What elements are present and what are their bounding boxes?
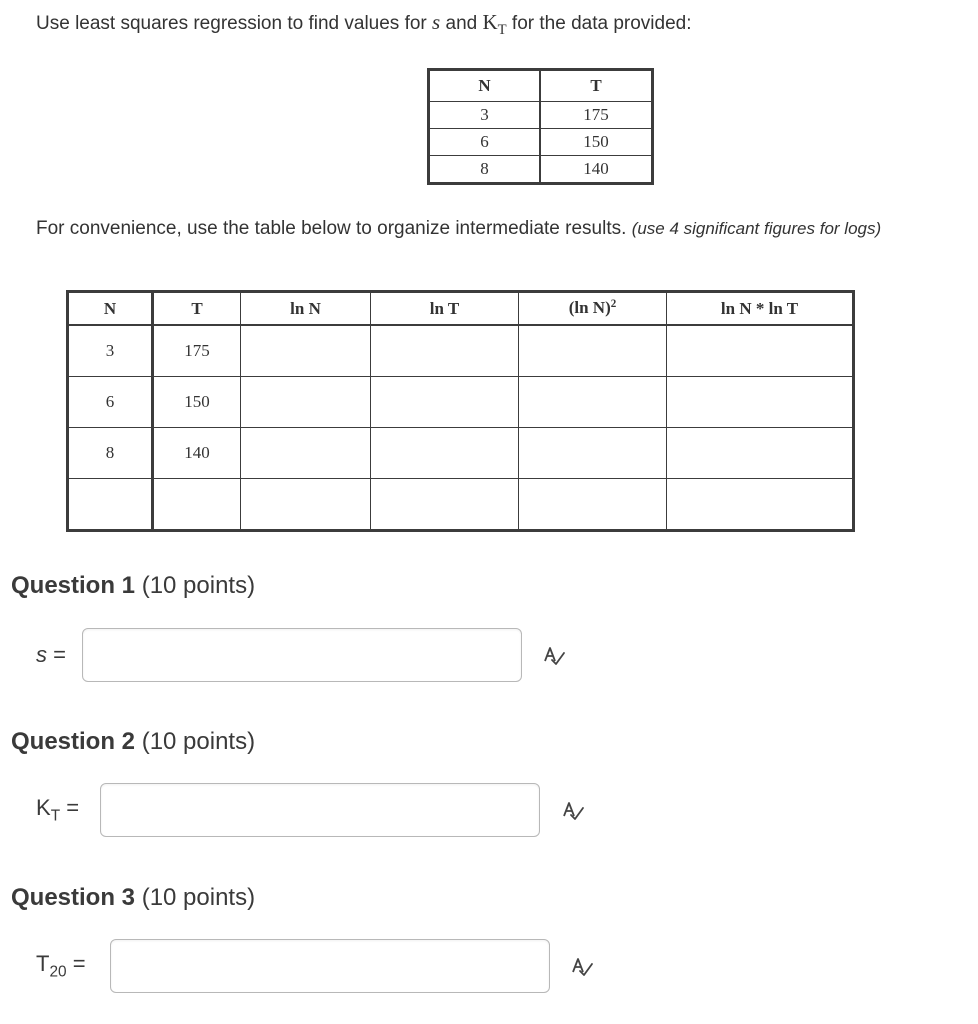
intro-kt bbox=[482, 10, 507, 39]
work-table bbox=[66, 290, 855, 532]
work-header-ln-n: ln N bbox=[241, 292, 371, 326]
table-cell bbox=[667, 479, 854, 531]
table-cell bbox=[519, 428, 667, 479]
question-1-label-eq: = bbox=[47, 642, 66, 667]
intro-kt-sub: T bbox=[497, 22, 507, 39]
table-cell: 6 bbox=[68, 377, 153, 428]
question-3-label bbox=[36, 951, 86, 981]
spell-check-icon-graphic bbox=[560, 798, 586, 824]
table-cell bbox=[667, 428, 854, 479]
spell-check-icon-graphic bbox=[541, 643, 567, 669]
intro-prefix: Use least squares regression to find values for bbox=[36, 13, 433, 34]
intro-kt-base: K bbox=[482, 10, 498, 34]
question-1-title bbox=[11, 572, 255, 600]
table-row bbox=[429, 102, 653, 129]
table-cell bbox=[371, 377, 519, 428]
intro-var-s: s bbox=[432, 10, 441, 34]
work-header-ln-n-squared bbox=[519, 292, 667, 326]
intro-text bbox=[36, 10, 691, 39]
work-header-ln-t: ln T bbox=[371, 292, 519, 326]
question-2-label-eq: = bbox=[60, 795, 80, 820]
table-cell: 8 bbox=[68, 428, 153, 479]
question-2-title bbox=[11, 728, 255, 756]
intro-and: and bbox=[440, 13, 483, 34]
answer-input-t20[interactable] bbox=[110, 939, 550, 993]
work-header-n: N bbox=[68, 292, 153, 326]
work-header-ln-n-ln-t: ln N * ln T bbox=[667, 292, 854, 326]
question-1-label-var: s bbox=[36, 642, 47, 667]
spell-check-icon[interactable] bbox=[569, 954, 595, 985]
data-table-header-t: T bbox=[540, 70, 653, 102]
table-cell: 150 bbox=[153, 377, 241, 428]
work-header-ln-n-squared-base: (ln N) bbox=[568, 298, 611, 318]
table-cell bbox=[519, 377, 667, 428]
question-2-label bbox=[36, 795, 79, 825]
question-2-label-base: K bbox=[36, 795, 51, 820]
table-cell bbox=[371, 479, 519, 531]
table-cell bbox=[241, 428, 371, 479]
table-cell bbox=[371, 428, 519, 479]
question-2-points: (10 points) bbox=[141, 728, 256, 755]
question-1-label bbox=[36, 642, 66, 668]
question-1-heading: Question 1 bbox=[11, 572, 136, 599]
question-3-label-sub: 20 bbox=[49, 963, 67, 981]
table-cell: 140 bbox=[540, 156, 653, 184]
spell-check-icon[interactable] bbox=[541, 643, 567, 674]
table-cell: 175 bbox=[540, 102, 653, 129]
question-3-heading: Question 3 bbox=[11, 884, 136, 911]
convenience-note: (use 4 significant figures for logs) bbox=[631, 219, 882, 238]
table-cell bbox=[241, 377, 371, 428]
intro-suffix: for the data provided: bbox=[506, 13, 692, 34]
table-cell bbox=[519, 479, 667, 531]
table-cell: 150 bbox=[540, 129, 653, 156]
work-header-squared-exp: 2 bbox=[610, 298, 617, 311]
work-table-header bbox=[68, 292, 854, 326]
table-cell bbox=[667, 325, 854, 377]
answer-input-kt[interactable] bbox=[100, 783, 540, 837]
table-cell: 6 bbox=[429, 129, 541, 156]
table-cell: 140 bbox=[153, 428, 241, 479]
work-header-t: T bbox=[153, 292, 241, 326]
table-row bbox=[68, 479, 854, 531]
table-cell bbox=[241, 325, 371, 377]
question-3-title bbox=[11, 884, 255, 912]
convenience-main: For convenience, use the table below to organize intermediate results. bbox=[36, 218, 627, 239]
table-row bbox=[429, 156, 653, 184]
convenience-text bbox=[36, 216, 976, 241]
spell-check-icon[interactable] bbox=[560, 798, 586, 829]
table-row bbox=[68, 428, 854, 479]
table-row bbox=[429, 129, 653, 156]
table-cell bbox=[667, 377, 854, 428]
spell-check-icon-graphic bbox=[569, 954, 595, 980]
table-cell: 3 bbox=[68, 325, 153, 377]
table-cell bbox=[519, 325, 667, 377]
table-cell: 175 bbox=[153, 325, 241, 377]
table-cell bbox=[371, 325, 519, 377]
question-2-label-sub: T bbox=[50, 807, 61, 825]
table-cell: 3 bbox=[429, 102, 541, 129]
table-cell bbox=[68, 479, 153, 531]
data-table-header-n: N bbox=[429, 70, 541, 102]
question-3-points: (10 points) bbox=[141, 884, 256, 911]
table-cell bbox=[241, 479, 371, 531]
data-table-header bbox=[429, 70, 653, 102]
table-cell: 8 bbox=[429, 156, 541, 184]
question-3-label-base: T bbox=[36, 951, 50, 976]
question-3-label-eq: = bbox=[66, 951, 86, 976]
table-row bbox=[68, 325, 854, 377]
question-1-points: (10 points) bbox=[141, 572, 256, 599]
question-2-heading: Question 2 bbox=[11, 728, 136, 755]
table-row bbox=[68, 377, 854, 428]
data-table bbox=[427, 68, 654, 185]
table-cell bbox=[153, 479, 241, 531]
answer-input-s[interactable] bbox=[82, 628, 522, 682]
